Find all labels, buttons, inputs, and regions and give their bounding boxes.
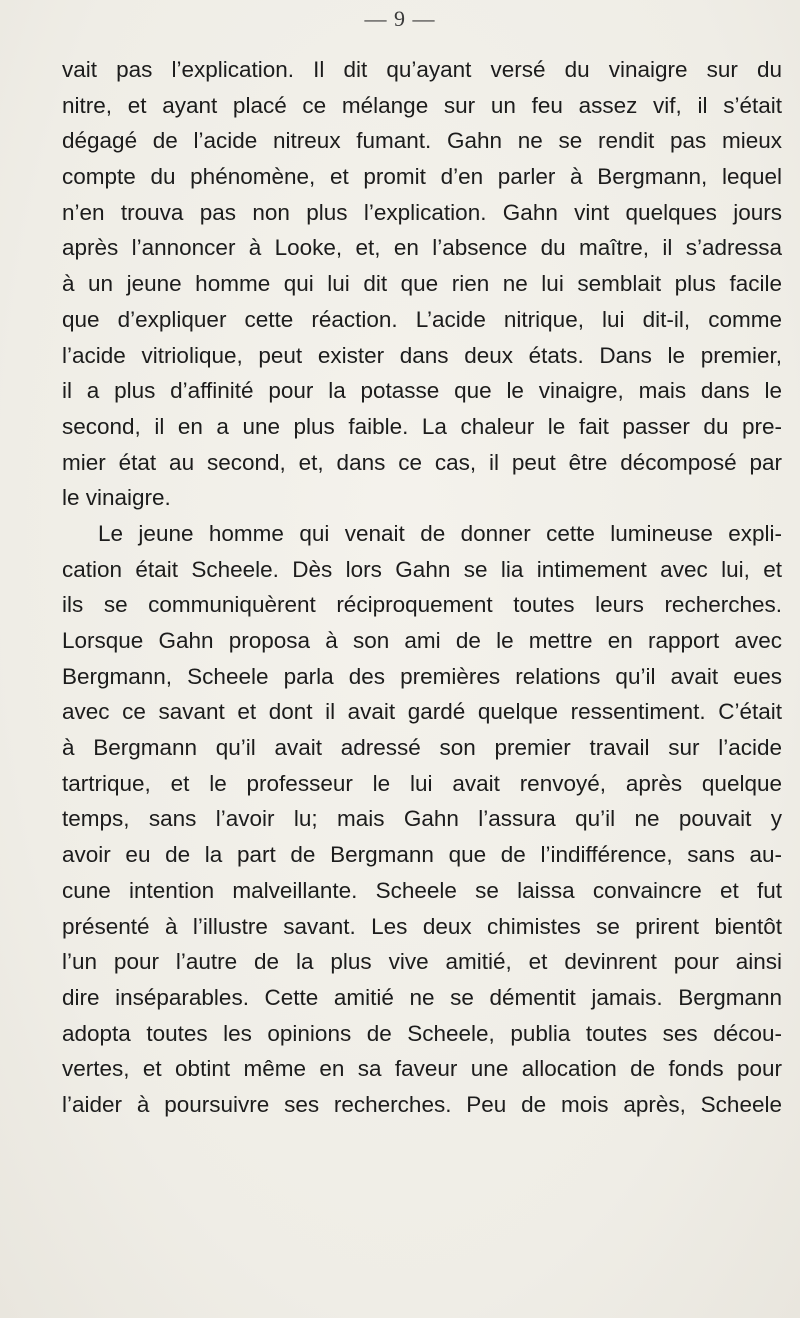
text-line: l’aider à poursuivre ses recherches. Peu de mois après, Scheele	[62, 1091, 782, 1117]
text-line: il a plus d’affinité pour la potasse que le vinaigre, mais dans le	[62, 378, 782, 404]
text-line: second, il en a une plus faible. La chaleur le fait passer du pre-	[62, 413, 782, 439]
text-line: à Bergmann qu’il avait adressé son premier travail sur l’acide	[62, 735, 782, 761]
text-line: cune intention malveillante. Scheele se laissa convaincre et fut	[62, 877, 782, 903]
text-line: que d’expliquer cette réaction. L’acide nitrique, lui dit-il, comme	[62, 306, 782, 332]
text-line: Le jeune homme qui venait de donner cette lumineuse expli-	[98, 520, 782, 546]
page-number: — 9 —	[364, 6, 436, 31]
text-line: vertes, et obtint même en sa faveur une allocation de fonds pour	[62, 1056, 782, 1082]
text-line: dire inséparables. Cette amitié ne se démentit jamais. Bergmann	[62, 984, 782, 1010]
text-line: vait pas l’explication. Il dit qu’ayant versé du vinaigre sur du	[62, 57, 782, 82]
text-line: compte du phénomène, et promit d’en parler à Bergmann, lequel	[62, 164, 782, 190]
text-line: tartrique, et le professeur le lui avait renvoyé, après quelque	[62, 770, 782, 796]
text-line: Bergmann, Scheele parla des premières relations qu’il avait eues	[62, 663, 782, 689]
text-line: ils se communiquèrent réciproquement toutes leurs recherches.	[62, 592, 782, 618]
text-line: cation était Scheele. Dès lors Gahn se lia intimement avec lui, et	[62, 556, 782, 582]
text-line: l’acide vitriolique, peut exister dans deux états. Dans le premier,	[62, 342, 782, 368]
text-line: à un jeune homme qui lui dit que rien ne lui semblait plus facile	[62, 271, 782, 297]
text-line: avoir eu de la part de Bergmann que de l’indifférence, sans au-	[62, 842, 782, 868]
text-line: dégagé de l’acide nitreux fumant. Gahn ne se rendit pas mieux	[62, 128, 782, 154]
text-line: n’en trouva pas non plus l’explication. Gahn vint quelques jours	[62, 199, 782, 225]
text-line: l’un pour l’autre de la plus vive amitié, et devinrent pour ainsi	[62, 949, 782, 975]
text-line: mier état au second, et, dans ce cas, il peut être décomposé par	[62, 449, 782, 475]
text-line: le vinaigre.	[62, 485, 171, 511]
text-line: avec ce savant et dont il avait gardé quelque ressentiment. C’était	[62, 699, 782, 725]
text-line: présenté à l’illustre savant. Les deux chimistes se prirent bientôt	[62, 913, 782, 939]
text-line: après l’annoncer à Looke, et, en l’absence du maître, il s’adressa	[62, 235, 782, 261]
text-line: nitre, et ayant placé ce mélange sur un feu assez vif, il s’était	[62, 92, 782, 118]
text-line: temps, sans l’avoir lu; mais Gahn l’assura qu’il ne pouvait y	[62, 806, 782, 832]
body-text	[62, 52, 782, 1123]
text-line: adopta toutes les opinions de Scheele, publia toutes ses décou-	[62, 1020, 782, 1046]
text-line: Lorsque Gahn proposa à son ami de le mettre en rapport avec	[62, 628, 782, 653]
